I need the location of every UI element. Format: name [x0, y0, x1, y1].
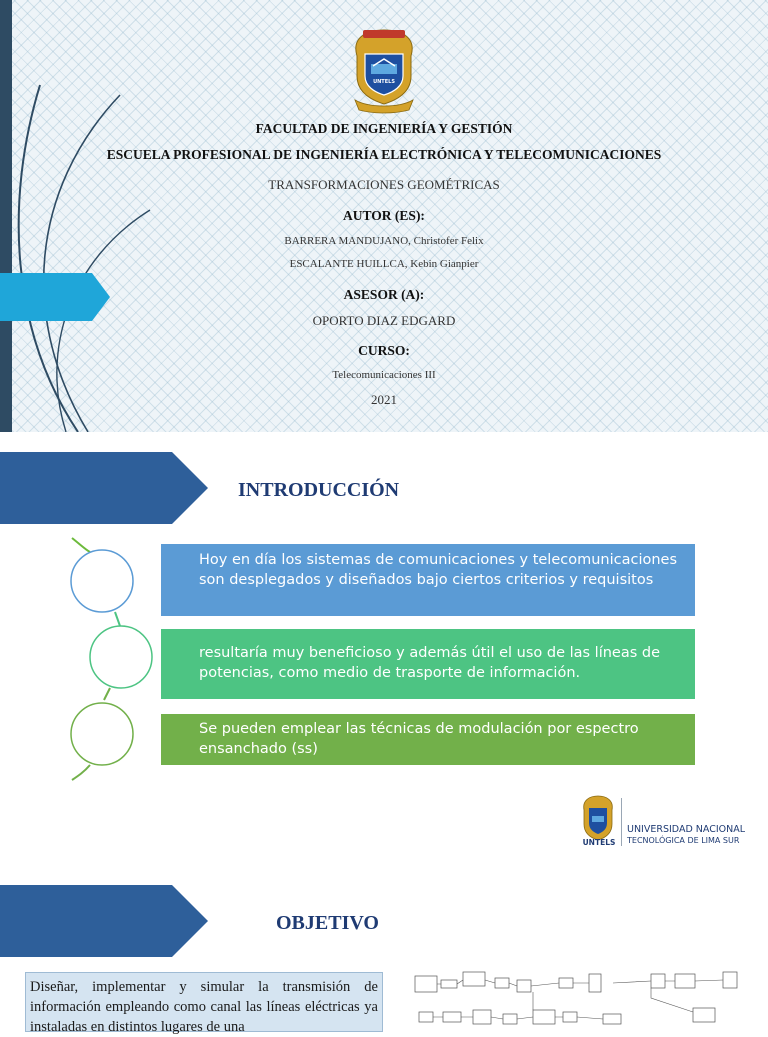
author-1: BARRERA MANDUJANO, Christofer Felix [284, 235, 484, 247]
author-2: ESCALANTE HUILLCA, Kebin Gianpier [289, 258, 479, 270]
objective-title: OBJETIVO [276, 912, 379, 934]
section-chevron [0, 452, 208, 524]
course-name: Telecomunicaciones III [332, 369, 436, 381]
logo-divider [621, 798, 622, 846]
authors-label: AUTOR (ES): [343, 208, 425, 223]
university-logo [578, 794, 758, 852]
objective-text: Diseñar, implementar y simular la transmisión de información empleando como canal las líneas eléctricas ya instaladas en distintos lugares de una [25, 972, 383, 1032]
objective-slide [0, 864, 768, 1035]
introduction-slide [0, 432, 768, 864]
school-name: ESCUELA PROFESIONAL DE INGENIERÍA ELECTRÓNICA Y TELECOMUNICACIONES [106, 147, 662, 162]
decorative-rings [60, 536, 170, 782]
intro-item-2: resultaría muy beneficioso y además útil el uso de las líneas de potencias, como medio de trasporte de información. [161, 629, 695, 699]
course-label: CURSO: [358, 343, 410, 358]
logo-line-1: UNIVERSIDAD NACIONAL [627, 824, 746, 835]
section-chevron [0, 885, 208, 957]
cover-slide [0, 0, 768, 432]
logo-line-2: TECNOLÓGICA DE LIMA SUR [627, 836, 740, 845]
intro-item-1: Hoy en día los sistemas de comunicaciones y telecomunicaciones son desplegados y diseñados bajo ciertos criterios y requisitos [161, 544, 695, 616]
university-crest [349, 26, 419, 112]
advisor-name: OPORTO DIAZ EDGARD [312, 313, 456, 328]
svg-text:UNTELS: UNTELS [373, 79, 395, 85]
intro-title: INTRODUCCIÓN [238, 479, 400, 501]
faculty-name: FACULTAD DE INGENIERÍA Y GESTIÓN [255, 121, 513, 136]
advisor-label: ASESOR (A): [343, 287, 425, 302]
logo-acronym: UNTELS [582, 838, 616, 847]
intro-item-3: Se pueden emplear las técnicas de modulación por espectro ensanchado (ss) [161, 714, 695, 765]
block-diagram [413, 968, 753, 1024]
year: 2021 [371, 392, 397, 407]
topic-title: TRANSFORMACIONES GEOMÉTRICAS [268, 177, 500, 192]
